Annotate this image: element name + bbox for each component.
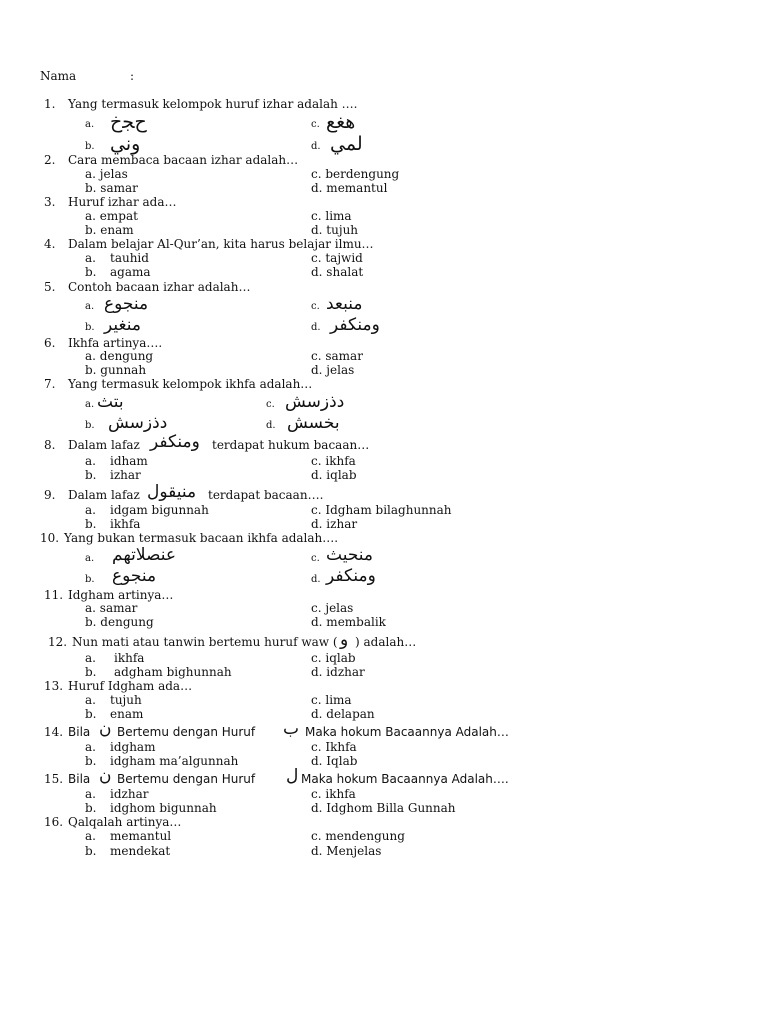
- q10-c-label: c.: [311, 553, 320, 564]
- q13-option-d: d. delapan: [311, 707, 375, 721]
- q13-a-label: a.: [85, 693, 96, 707]
- q5-option-a: منجوع: [104, 294, 149, 314]
- q5-option-d: ومنكفر: [330, 315, 380, 335]
- q16-b-label: b.: [85, 844, 97, 858]
- q9-option-d: d. izhar: [311, 517, 358, 531]
- q11-text: Idgham artinya…: [68, 588, 174, 602]
- q6-option-b: b. gunnah: [85, 363, 147, 377]
- q2-option-c: c. berdengung: [311, 167, 400, 181]
- q2-text: Cara membaca bacaan izhar adalah…: [68, 153, 299, 167]
- q15-number: 15.: [44, 772, 64, 786]
- q8-b-label: b.: [85, 468, 97, 482]
- q1-b-label: b.: [85, 141, 95, 152]
- q13-option-b: enam: [110, 707, 144, 721]
- q6-number: 6.: [44, 336, 56, 350]
- q2-option-a: a. jelas: [85, 167, 128, 181]
- q15-text-bila: Bila: [68, 772, 91, 786]
- q15-option-a: idzhar: [110, 787, 149, 801]
- q7-a-label: a.: [85, 399, 95, 410]
- q13-b-label: b.: [85, 707, 97, 721]
- q16-number: 16.: [44, 815, 64, 829]
- q8-option-c: c. ikhfa: [311, 454, 356, 468]
- q14-b-label: b.: [85, 754, 97, 768]
- q15-option-c: c. ikhfa: [311, 787, 356, 801]
- q14-arabic-nun: ن: [99, 719, 112, 739]
- q8-text-after: terdapat hukum bacaan…: [212, 438, 370, 452]
- q3-option-b: b. enam: [85, 223, 134, 237]
- q6-option-a: a. dengung: [85, 349, 154, 363]
- q15-option-b: idghom bigunnah: [110, 801, 217, 815]
- q4-b-label: b.: [85, 265, 97, 279]
- q15-option-d: d. Idghom Billa Gunnah: [311, 801, 456, 815]
- q8-a-label: a.: [85, 454, 96, 468]
- q7-b-label: b.: [85, 420, 95, 431]
- q12-arabic-letter: و: [340, 630, 349, 650]
- q7-option-c: دذزسش: [285, 392, 345, 412]
- q4-option-b: agama: [110, 265, 151, 279]
- q5-text: Contoh bacaan izhar adalah…: [68, 280, 251, 294]
- q14-text-maka: Maka hokum Bacaannya Adalah…: [305, 725, 509, 739]
- q5-a-label: a.: [85, 301, 95, 312]
- q4-text: Dalam belajar Al-Qur’an, kita harus belajar ilmu…: [68, 237, 374, 251]
- q4-option-d: d. shalat: [311, 265, 364, 279]
- nama-label: Nama: [40, 69, 77, 83]
- q10-a-label: a.: [85, 553, 95, 564]
- q8-number: 8.: [44, 438, 56, 452]
- q8-text-before: Dalam lafaz: [68, 438, 140, 452]
- q9-number: 9.: [44, 488, 56, 502]
- q8-arabic-word: ومنكفر: [150, 432, 200, 452]
- q1-option-b: ﻭﻧﻲ: [110, 133, 141, 155]
- q7-option-b: دذزسش: [108, 413, 168, 433]
- q3-text: Huruf izhar ada…: [68, 195, 177, 209]
- q8-option-d: d. iqlab: [311, 468, 357, 482]
- q11-option-c: c. jelas: [311, 601, 354, 615]
- q15-text-bertemu: Bertemu dengan Huruf: [117, 772, 256, 786]
- q12-option-d: d. idzhar: [311, 665, 365, 679]
- q7-text: Yang termasuk kelompok ikhfa adalah…: [68, 377, 313, 391]
- q1-number: 1.: [44, 97, 56, 111]
- q14-arabic-ba: ب: [283, 719, 300, 739]
- q2-number: 2.: [44, 153, 56, 167]
- q4-number: 4.: [44, 237, 56, 251]
- q7-option-a: بتث: [97, 392, 124, 412]
- q16-option-c: c. mendengung: [311, 829, 405, 843]
- q13-text: Huruf Idgham ada…: [68, 679, 193, 693]
- q1-d-label: d.: [311, 141, 321, 152]
- q4-option-c: c. tajwid: [311, 251, 363, 265]
- q15-arabic-lam: ل: [286, 766, 299, 786]
- q2-option-b: b. samar: [85, 181, 138, 195]
- q2-option-d: d. memantul: [311, 181, 388, 195]
- q12-option-b: adgham bighunnah: [114, 665, 232, 679]
- q7-c-label: c.: [266, 399, 275, 410]
- q16-option-d: d. Menjelas: [311, 844, 382, 858]
- q6-text: Ikhfa artinya….: [68, 336, 163, 350]
- q5-c-label: c.: [311, 301, 320, 312]
- q14-option-b: idgham ma’algunnah: [110, 754, 239, 768]
- q14-text-bila: Bila: [68, 725, 91, 739]
- q12-option-c: c. iqlab: [311, 651, 356, 665]
- q11-option-a: a. samar: [85, 601, 138, 615]
- q6-option-c: c. samar: [311, 349, 363, 363]
- q9-arabic-word: منيقول: [147, 482, 197, 502]
- q1-option-c: ﻫﻐﻊ: [326, 111, 356, 133]
- q16-a-label: a.: [85, 829, 96, 843]
- q14-number: 14.: [44, 725, 64, 739]
- q8-option-b: izhar: [110, 468, 141, 482]
- q1-option-a: ﺡﺠﺥ: [110, 111, 147, 133]
- q14-text-bertemu: Bertemu dengan Huruf: [117, 725, 256, 739]
- q11-number: 11.: [44, 588, 64, 602]
- q14-option-a: idgham: [110, 740, 156, 754]
- q9-b-label: b.: [85, 517, 97, 531]
- q16-text: Qalqalah artinya…: [68, 815, 182, 829]
- q10-option-c: منحيث: [326, 545, 374, 565]
- q5-b-label: b.: [85, 322, 95, 333]
- q1-text: Yang termasuk kelompok huruf izhar adalah ….: [68, 97, 358, 111]
- q13-option-c: c. lima: [311, 693, 352, 707]
- q16-option-a: memantul: [110, 829, 172, 843]
- q15-b-label: b.: [85, 801, 97, 815]
- q1-a-label: a.: [85, 119, 95, 130]
- q4-a-label: a.: [85, 251, 96, 265]
- q10-text: Yang bukan termasuk bacaan ikhfa adalah….: [64, 531, 339, 545]
- q5-option-b: منغير: [104, 315, 141, 335]
- q15-a-label: a.: [85, 787, 96, 801]
- q10-b-label: b.: [85, 574, 95, 585]
- q10-option-d: ومنكفر: [326, 566, 376, 586]
- q14-a-label: a.: [85, 740, 96, 754]
- q6-option-d: d. jelas: [311, 363, 355, 377]
- q12-option-a: ikhfa: [114, 651, 145, 665]
- q13-option-a: tujuh: [110, 693, 142, 707]
- q3-option-c: c. lima: [311, 209, 352, 223]
- q10-option-b: منجوع: [112, 566, 157, 586]
- q10-d-label: d.: [311, 574, 321, 585]
- q12-text-before: Nun mati atau tanwin bertemu huruf waw (: [72, 635, 338, 649]
- q14-option-d: d. Iqlab: [311, 754, 358, 768]
- q9-a-label: a.: [85, 503, 96, 517]
- q9-option-b: ikhfa: [110, 517, 141, 531]
- q12-b-label: b.: [85, 665, 97, 679]
- q9-option-c: c. Idgham bilaghunnah: [311, 503, 452, 517]
- q1-option-d: ﻟﻤﻲ: [330, 133, 363, 155]
- q5-number: 5.: [44, 280, 56, 294]
- q7-option-d: بخسش: [287, 413, 340, 433]
- q3-option-a: a. empat: [85, 209, 138, 223]
- q15-arabic-nun: ن: [99, 766, 112, 786]
- q11-option-b: b. dengung: [85, 615, 154, 629]
- q8-option-a: idham: [110, 454, 148, 468]
- q12-text-after: ) adalah…: [355, 635, 417, 649]
- q12-number: 12.: [48, 635, 68, 649]
- q5-option-c: منبعد: [326, 294, 363, 314]
- nama-colon: :: [130, 69, 135, 83]
- q14-option-c: c. Ikhfa: [311, 740, 357, 754]
- q7-number: 7.: [44, 377, 56, 391]
- q3-number: 3.: [44, 195, 56, 209]
- q3-option-d: d. tujuh: [311, 223, 359, 237]
- q11-option-d: d. membalik: [311, 615, 386, 629]
- q9-text-before: Dalam lafaz: [68, 488, 140, 502]
- q15-text-maka: Maka hokum Bacaannya Adalah….: [301, 772, 509, 786]
- q13-number: 13.: [44, 679, 64, 693]
- q16-option-b: mendekat: [110, 844, 171, 858]
- q7-d-label: d.: [266, 420, 276, 431]
- q9-text-after: terdapat bacaan….: [208, 488, 324, 502]
- q5-d-label: d.: [311, 322, 321, 333]
- q10-number: 10.: [40, 531, 60, 545]
- q10-option-a: عنصلاتهم: [112, 545, 177, 565]
- q4-option-a: tauhid: [110, 251, 149, 265]
- q9-option-a: idgam bigunnah: [110, 503, 209, 517]
- q1-c-label: c.: [311, 119, 320, 130]
- q12-a-label: a.: [85, 651, 96, 665]
